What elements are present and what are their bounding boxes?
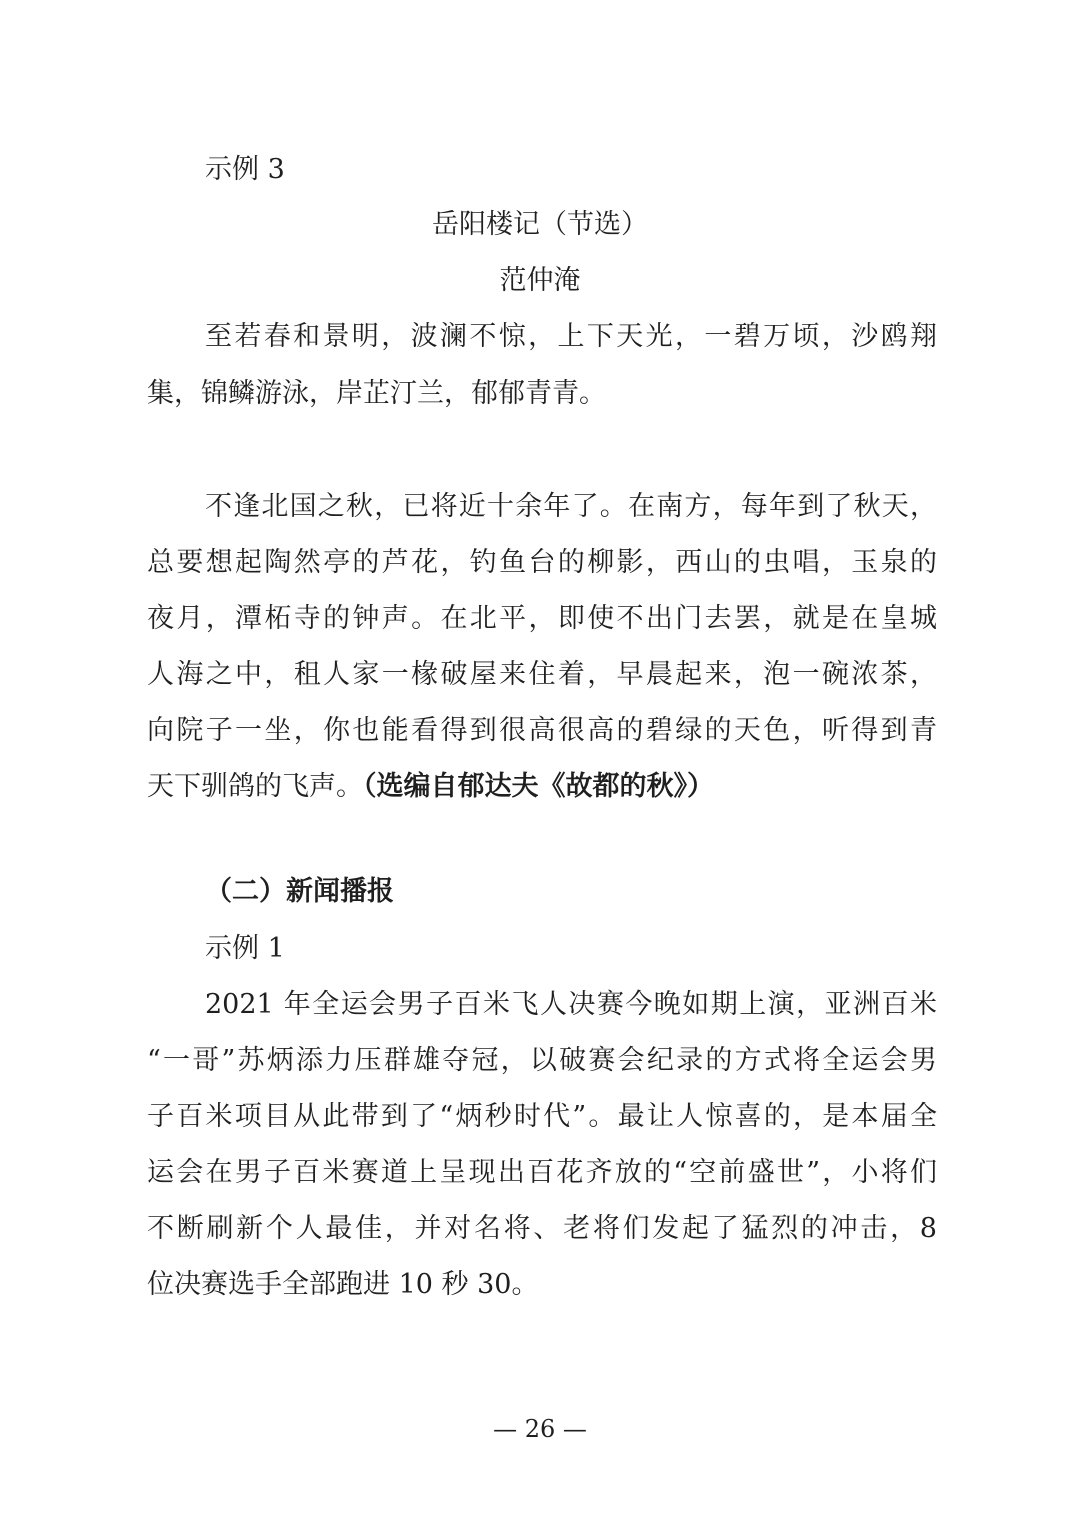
news-line: 子百米项目从此带到了“炳秒时代”。最让人惊喜的，是本届全 — [147, 1101, 937, 1132]
autumn-last-text: 天下驯鸽的飞声。 — [147, 771, 363, 802]
autumn-line: 向院子一坐，你也能看得到很高很高的碧绿的天色，听得到青 — [147, 715, 937, 746]
page-number: — 26 — — [493, 1415, 587, 1443]
example-1-label: 示例 1 — [205, 933, 285, 964]
autumn-line: 不逢北国之秋，已将近十余年了。在南方，每年到了秋天， — [205, 491, 937, 522]
source-note: （选编自郁达夫《故都的秋》） — [363, 771, 714, 802]
autumn-line: 夜月，潭柘寺的钟声。在北平，即使不出门去罢，就是在皇城 — [147, 603, 937, 634]
poem-title: 岳阳楼记（节选） — [432, 209, 648, 240]
example-3-label: 示例 3 — [205, 154, 285, 185]
section-heading: （二）新闻播报 — [205, 876, 394, 907]
news-line: 2021 年全运会男子百米飞人决赛今晚如期上演，亚洲百米 — [205, 989, 937, 1020]
poem-author: 范仲淹 — [499, 265, 581, 296]
autumn-line: 人海之中，租人家一椽破屋来住着，早晨起来，泡一碗浓茶， — [147, 659, 937, 690]
autumn-line: 总要想起陶然亭的芦花，钓鱼台的柳影，西山的虫唱，玉泉的 — [147, 547, 937, 578]
autumn-last-line — [147, 770, 937, 804]
news-line: 不断刷新个人最佳，并对名将、老将们发起了猛烈的冲击，8 — [147, 1213, 937, 1244]
poem-line: 至若春和景明，波澜不惊，上下天光，一碧万顷，沙鸥翔 — [205, 321, 937, 352]
news-line: 运会在男子百米赛道上呈现出百花齐放的“空前盛世”，小将们 — [147, 1157, 937, 1188]
news-last-line: 位决赛选手全部跑进 10 秒 30。 — [147, 1269, 539, 1300]
news-line: “一哥”苏炳添力压群雄夺冠，以破赛会纪录的方式将全运会男 — [147, 1045, 937, 1076]
poem-line: 集，锦鳞游泳，岸芷汀兰，郁郁青青。 — [147, 378, 606, 409]
